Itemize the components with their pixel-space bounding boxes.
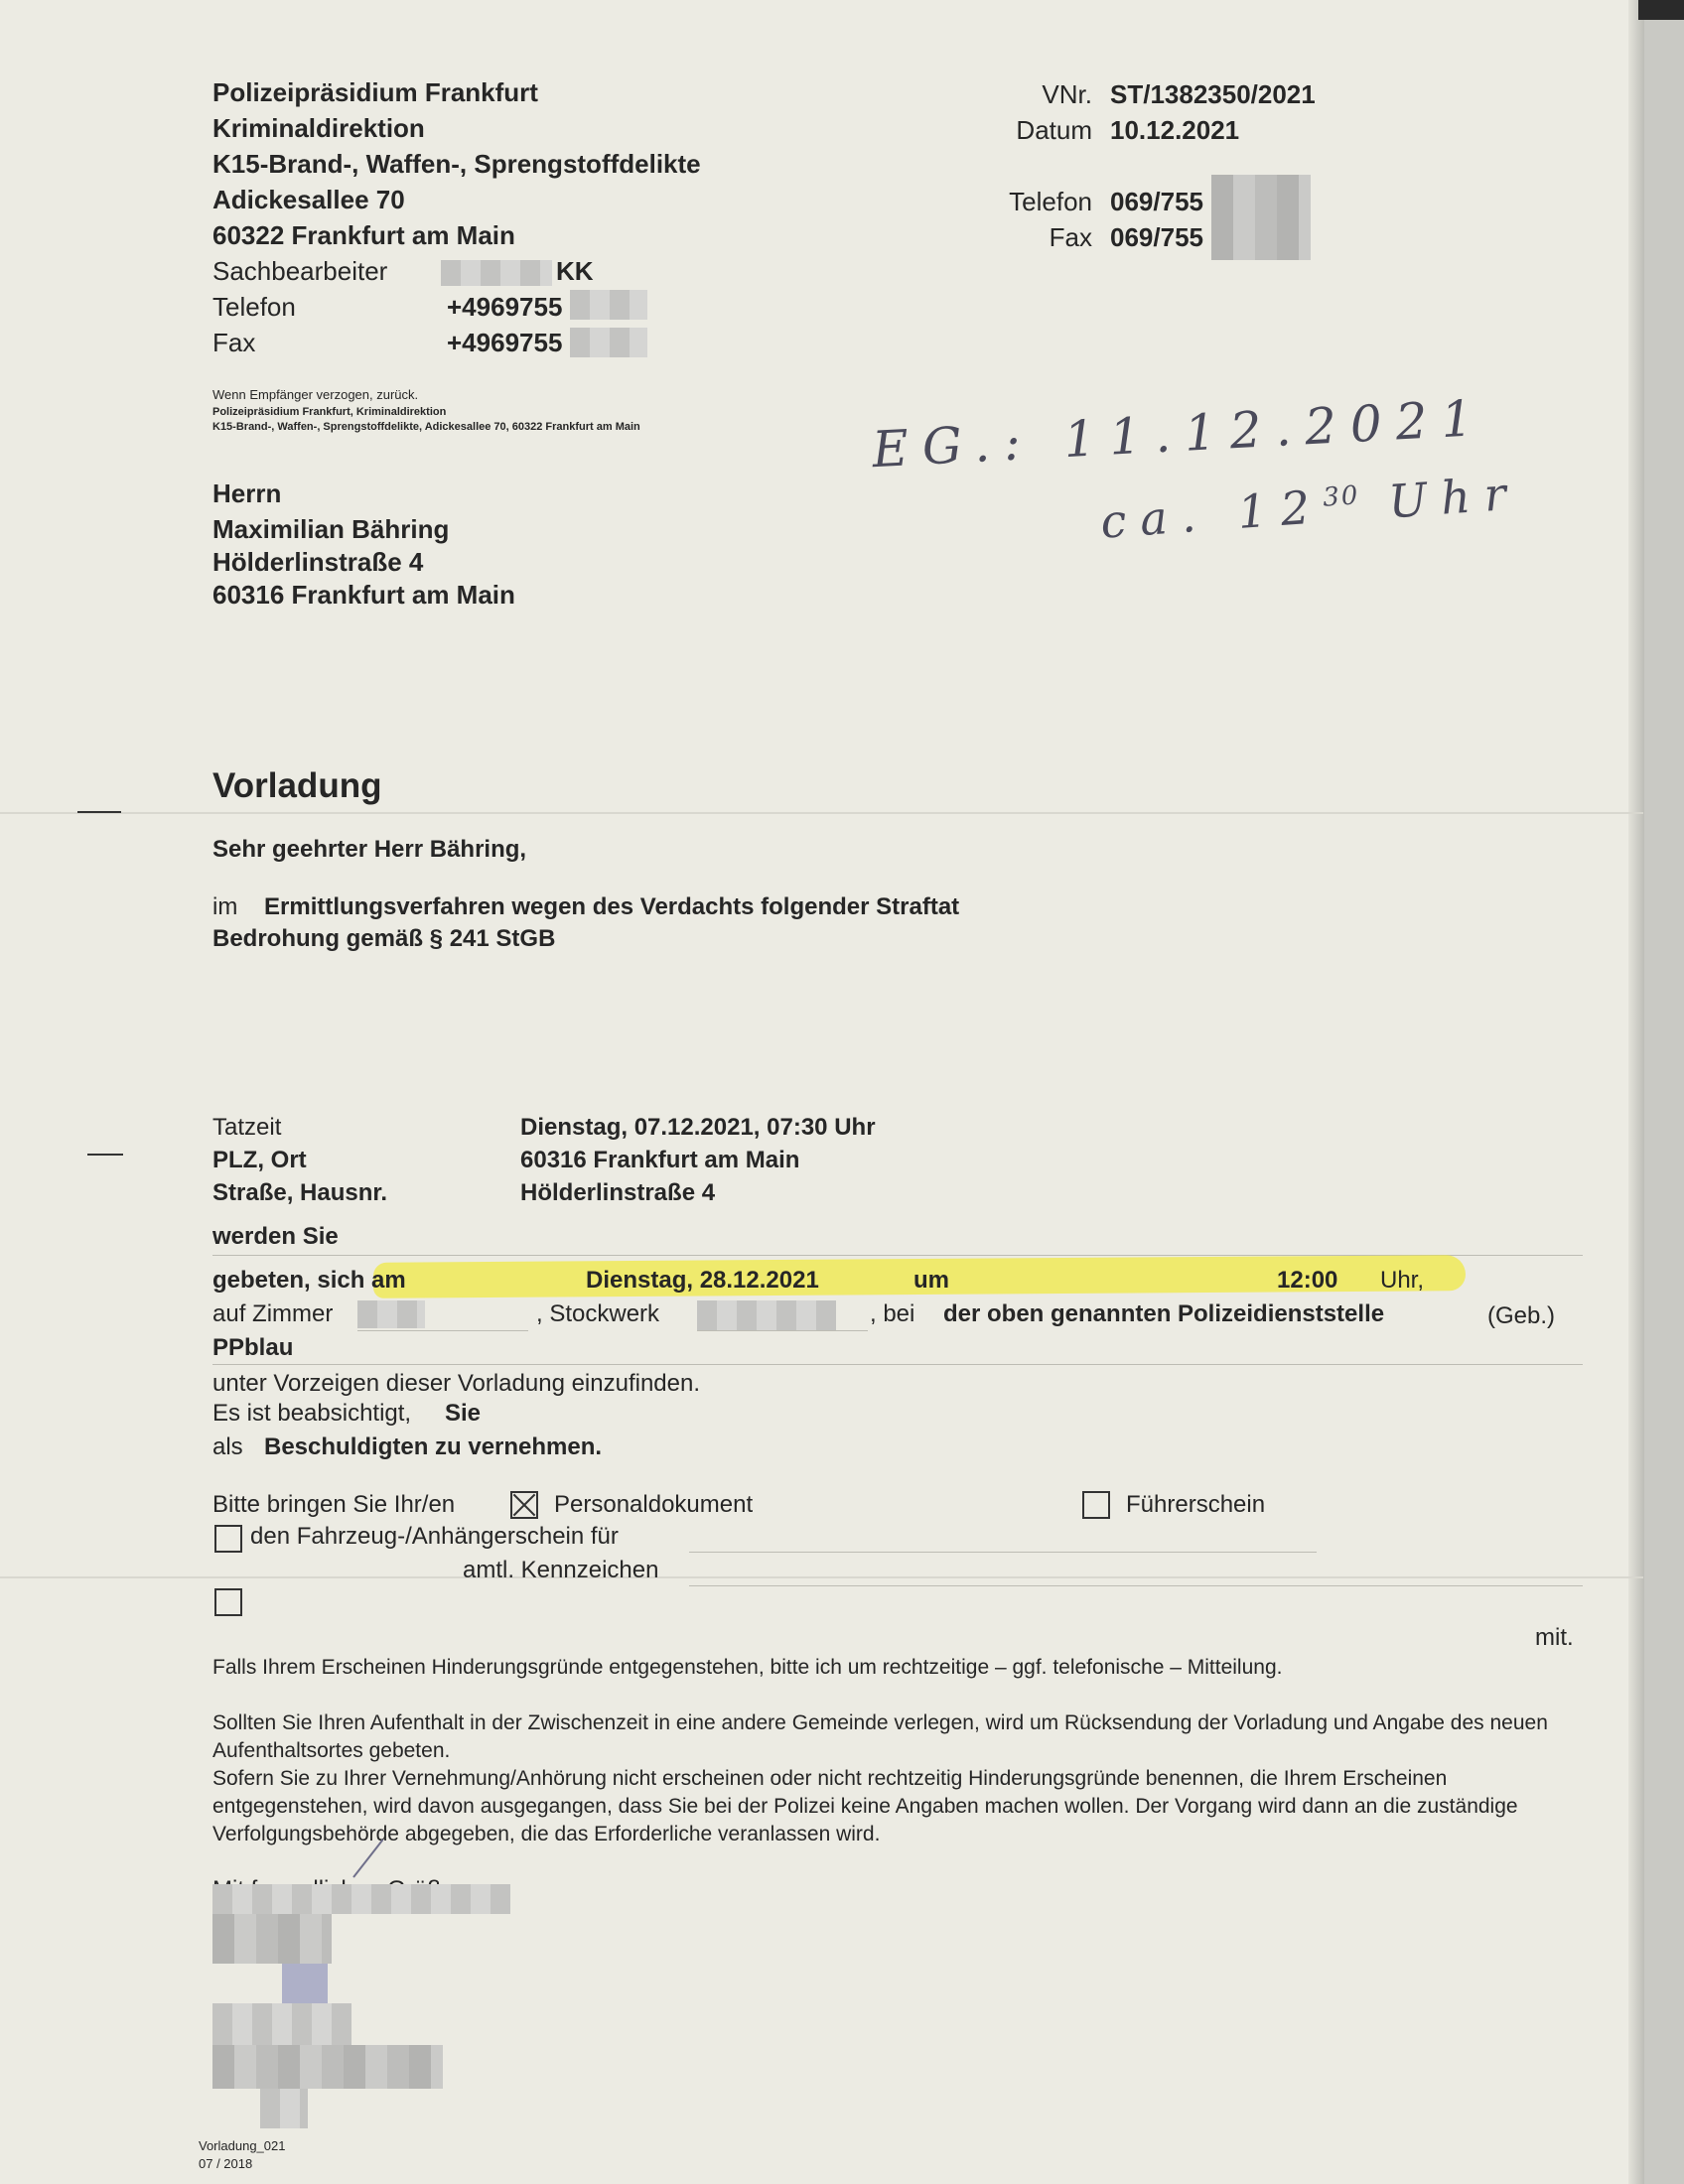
redacted-signature-row-6	[260, 2089, 308, 2128]
sender-fax-value: +4969755	[447, 328, 563, 357]
plate-rule	[689, 1585, 1583, 1586]
appointment-uhr: Uhr,	[1380, 1267, 1425, 1294]
return-line-3: K15-Brand-, Waffen-, Sprengstoffdelikte, Adickesallee 70, 60322 Frankfurt am Main	[212, 421, 640, 433]
id-document-label: Personaldokument	[554, 1491, 754, 1518]
room-rule	[357, 1330, 528, 1331]
appointment-date: Dienstag, 28.12.2021	[586, 1267, 819, 1294]
sender-line-5: 60322 Frankfurt am Main	[212, 220, 515, 250]
redacted-floor	[697, 1300, 836, 1330]
building-value: PPblau	[212, 1334, 294, 1361]
bei-label: , bei	[870, 1300, 915, 1327]
incident-street-value: Hölderlinstraße 4	[520, 1179, 716, 1206]
fold-mark-top	[77, 811, 121, 813]
als-label: als	[212, 1433, 243, 1460]
page-title: Vorladung	[212, 766, 382, 805]
vehicle-papers-checkbox[interactable]	[214, 1525, 242, 1553]
license-label: Führerschein	[1126, 1491, 1266, 1518]
date-value: 10.12.2021	[1110, 115, 1240, 145]
greeting: Sehr geehrter Herr Bähring,	[212, 836, 527, 863]
redacted-signature-row-2	[212, 1914, 332, 1964]
redacted-signature-row-1	[212, 1884, 510, 1914]
return-line-2: Polizeipräsidium Frankfurt, Kriminaldirektion	[212, 406, 447, 418]
vehicle-papers-label: den Fahrzeug-/Anhängerschein für	[250, 1523, 619, 1550]
clerk-rank: KK	[556, 256, 594, 286]
handwritten-time: ca. 12	[1098, 479, 1326, 549]
redacted-phone	[570, 290, 647, 320]
fold-mark-middle	[87, 1154, 123, 1156]
page-edge-shadow	[1628, 0, 1644, 2184]
recipient-street: Hölderlinstraße 4	[212, 547, 424, 577]
proceeding-prefix: im	[212, 893, 238, 920]
incident-street-label: Straße, Hausnr.	[212, 1179, 388, 1206]
offense: Bedrohung gemäß § 241 StGB	[212, 925, 556, 952]
role-text: Beschuldigten zu vernehmen.	[264, 1433, 603, 1460]
notice-hindrance: Falls Ihrem Erscheinen Hinderungsgründe entgegenstehen, bitte ich um rechtzeitige – ggf. telefonische – Mitteilung.	[212, 1656, 1283, 1679]
sender-line-1: Polizeipräsidium Frankfurt	[212, 77, 538, 107]
notice-relocation: Sollten Sie Ihren Aufenthalt in der Zwischenzeit in eine andere Gemeinde verlegen, wird um Rücksendung der Vorladung und Angabe des neuen Aufenthaltsortes gebeten.	[212, 1711, 1548, 1762]
sender-line-4: Adickesallee 70	[212, 185, 405, 214]
floor-label: , Stockwerk	[536, 1300, 660, 1327]
license-checkbox[interactable]	[1082, 1491, 1110, 1519]
redacted-room	[357, 1300, 425, 1328]
form-version: 07 / 2018	[199, 2156, 253, 2171]
ref-fax-value: 069/755	[1110, 222, 1203, 252]
notice-non-appearance: Sofern Sie zu Ihrer Vernehmung/Anhörung nicht erscheinen oder nicht rechtzeitig Hinderungsgründe benennen, die Ihrem Erscheinen entgegenstehen, wird davon ausgegangen, dass Sie bei der Polizei keine Angaben machen wollen. Der Vorgang wird dann an die zuständige Verfolgungsbehörde abgegeben, die das Erforderliche veranlassen wird.	[212, 1767, 1518, 1845]
id-document-checkbox[interactable]	[510, 1491, 538, 1519]
incident-place-label: PLZ, Ort	[212, 1147, 307, 1173]
redacted-clerk-name	[441, 260, 552, 286]
vnr-value: ST/1382350/2021	[1110, 79, 1316, 109]
redacted-fax	[570, 328, 647, 357]
building-label: (Geb.)	[1487, 1302, 1556, 1329]
summons-present: unter Vorzeigen dieser Vorladung einzufinden.	[212, 1370, 701, 1397]
incident-place-value: 60316 Frankfurt am Main	[520, 1147, 800, 1173]
office-name: der oben genannten Polizeidienststelle	[943, 1300, 1385, 1327]
appointment-um: um	[913, 1267, 949, 1294]
summons-gebeten: gebeten, sich am	[212, 1267, 406, 1294]
recipient-city: 60316 Frankfurt am Main	[212, 580, 515, 610]
intent-prefix: Es ist beabsichtigt,	[212, 1400, 412, 1427]
recipient-name: Maximilian Bähring	[212, 514, 450, 544]
sender-line-3: K15-Brand-, Waffen-, Sprengstoffdelikte	[212, 149, 701, 179]
plate-label: amtl. Kennzeichen	[463, 1557, 659, 1583]
scan-corner	[1638, 0, 1684, 20]
fold-line-top	[0, 812, 1643, 814]
redacted-signature-row-5	[212, 2045, 443, 2089]
handwritten-uhr: Uhr	[1386, 466, 1522, 529]
redacted-ref-phone-fax	[1211, 175, 1311, 260]
sender-phone-value: +4969755	[447, 292, 563, 322]
incident-time-value: Dienstag, 07.12.2021, 07:30 Uhr	[520, 1114, 876, 1141]
redacted-signature-row-4	[212, 2003, 351, 2045]
floor-rule	[697, 1330, 868, 1331]
handwritten-note-line-2	[1099, 466, 1522, 548]
redacted-signature-row-3	[282, 1964, 328, 2003]
date-label: Datum	[1016, 115, 1092, 145]
sender-fax-label: Fax	[212, 328, 256, 357]
vnr-label: VNr.	[1042, 79, 1092, 109]
handwritten-minutes: 30	[1322, 480, 1361, 513]
ref-phone-label: Telefon	[1009, 187, 1092, 216]
clerk-label: Sachbearbeiter	[212, 256, 388, 286]
summons-werden: werden Sie	[212, 1223, 339, 1250]
room-label: auf Zimmer	[212, 1300, 334, 1327]
bring-mit: mit.	[1535, 1624, 1574, 1651]
incident-time-label: Tatzeit	[212, 1114, 282, 1141]
bring-label: Bitte bringen Sie Ihr/en	[212, 1491, 456, 1518]
ref-fax-label: Fax	[1049, 222, 1092, 252]
vehicle-papers-rule	[689, 1552, 1317, 1553]
sender-line-2: Kriminaldirektion	[212, 113, 425, 143]
sender-phone-label: Telefon	[212, 292, 296, 322]
return-note: Wenn Empfänger verzogen, zurück.	[212, 387, 419, 402]
other-item-checkbox[interactable]	[214, 1588, 242, 1616]
recipient-salutation: Herrn	[212, 478, 282, 508]
appointment-time: 12:00	[1277, 1267, 1338, 1294]
ref-phone-value: 069/755	[1110, 187, 1203, 216]
proceeding-text: Ermittlungsverfahren wegen des Verdachts folgender Straftat	[264, 893, 960, 920]
intent-sie: Sie	[445, 1400, 482, 1427]
summons-rule-bottom	[212, 1364, 1583, 1365]
handwritten-note-line-1: EG.: 11.12.2021	[870, 388, 1488, 479]
form-id: Vorladung_021	[199, 2138, 286, 2153]
fold-line-bottom	[0, 1576, 1643, 1578]
